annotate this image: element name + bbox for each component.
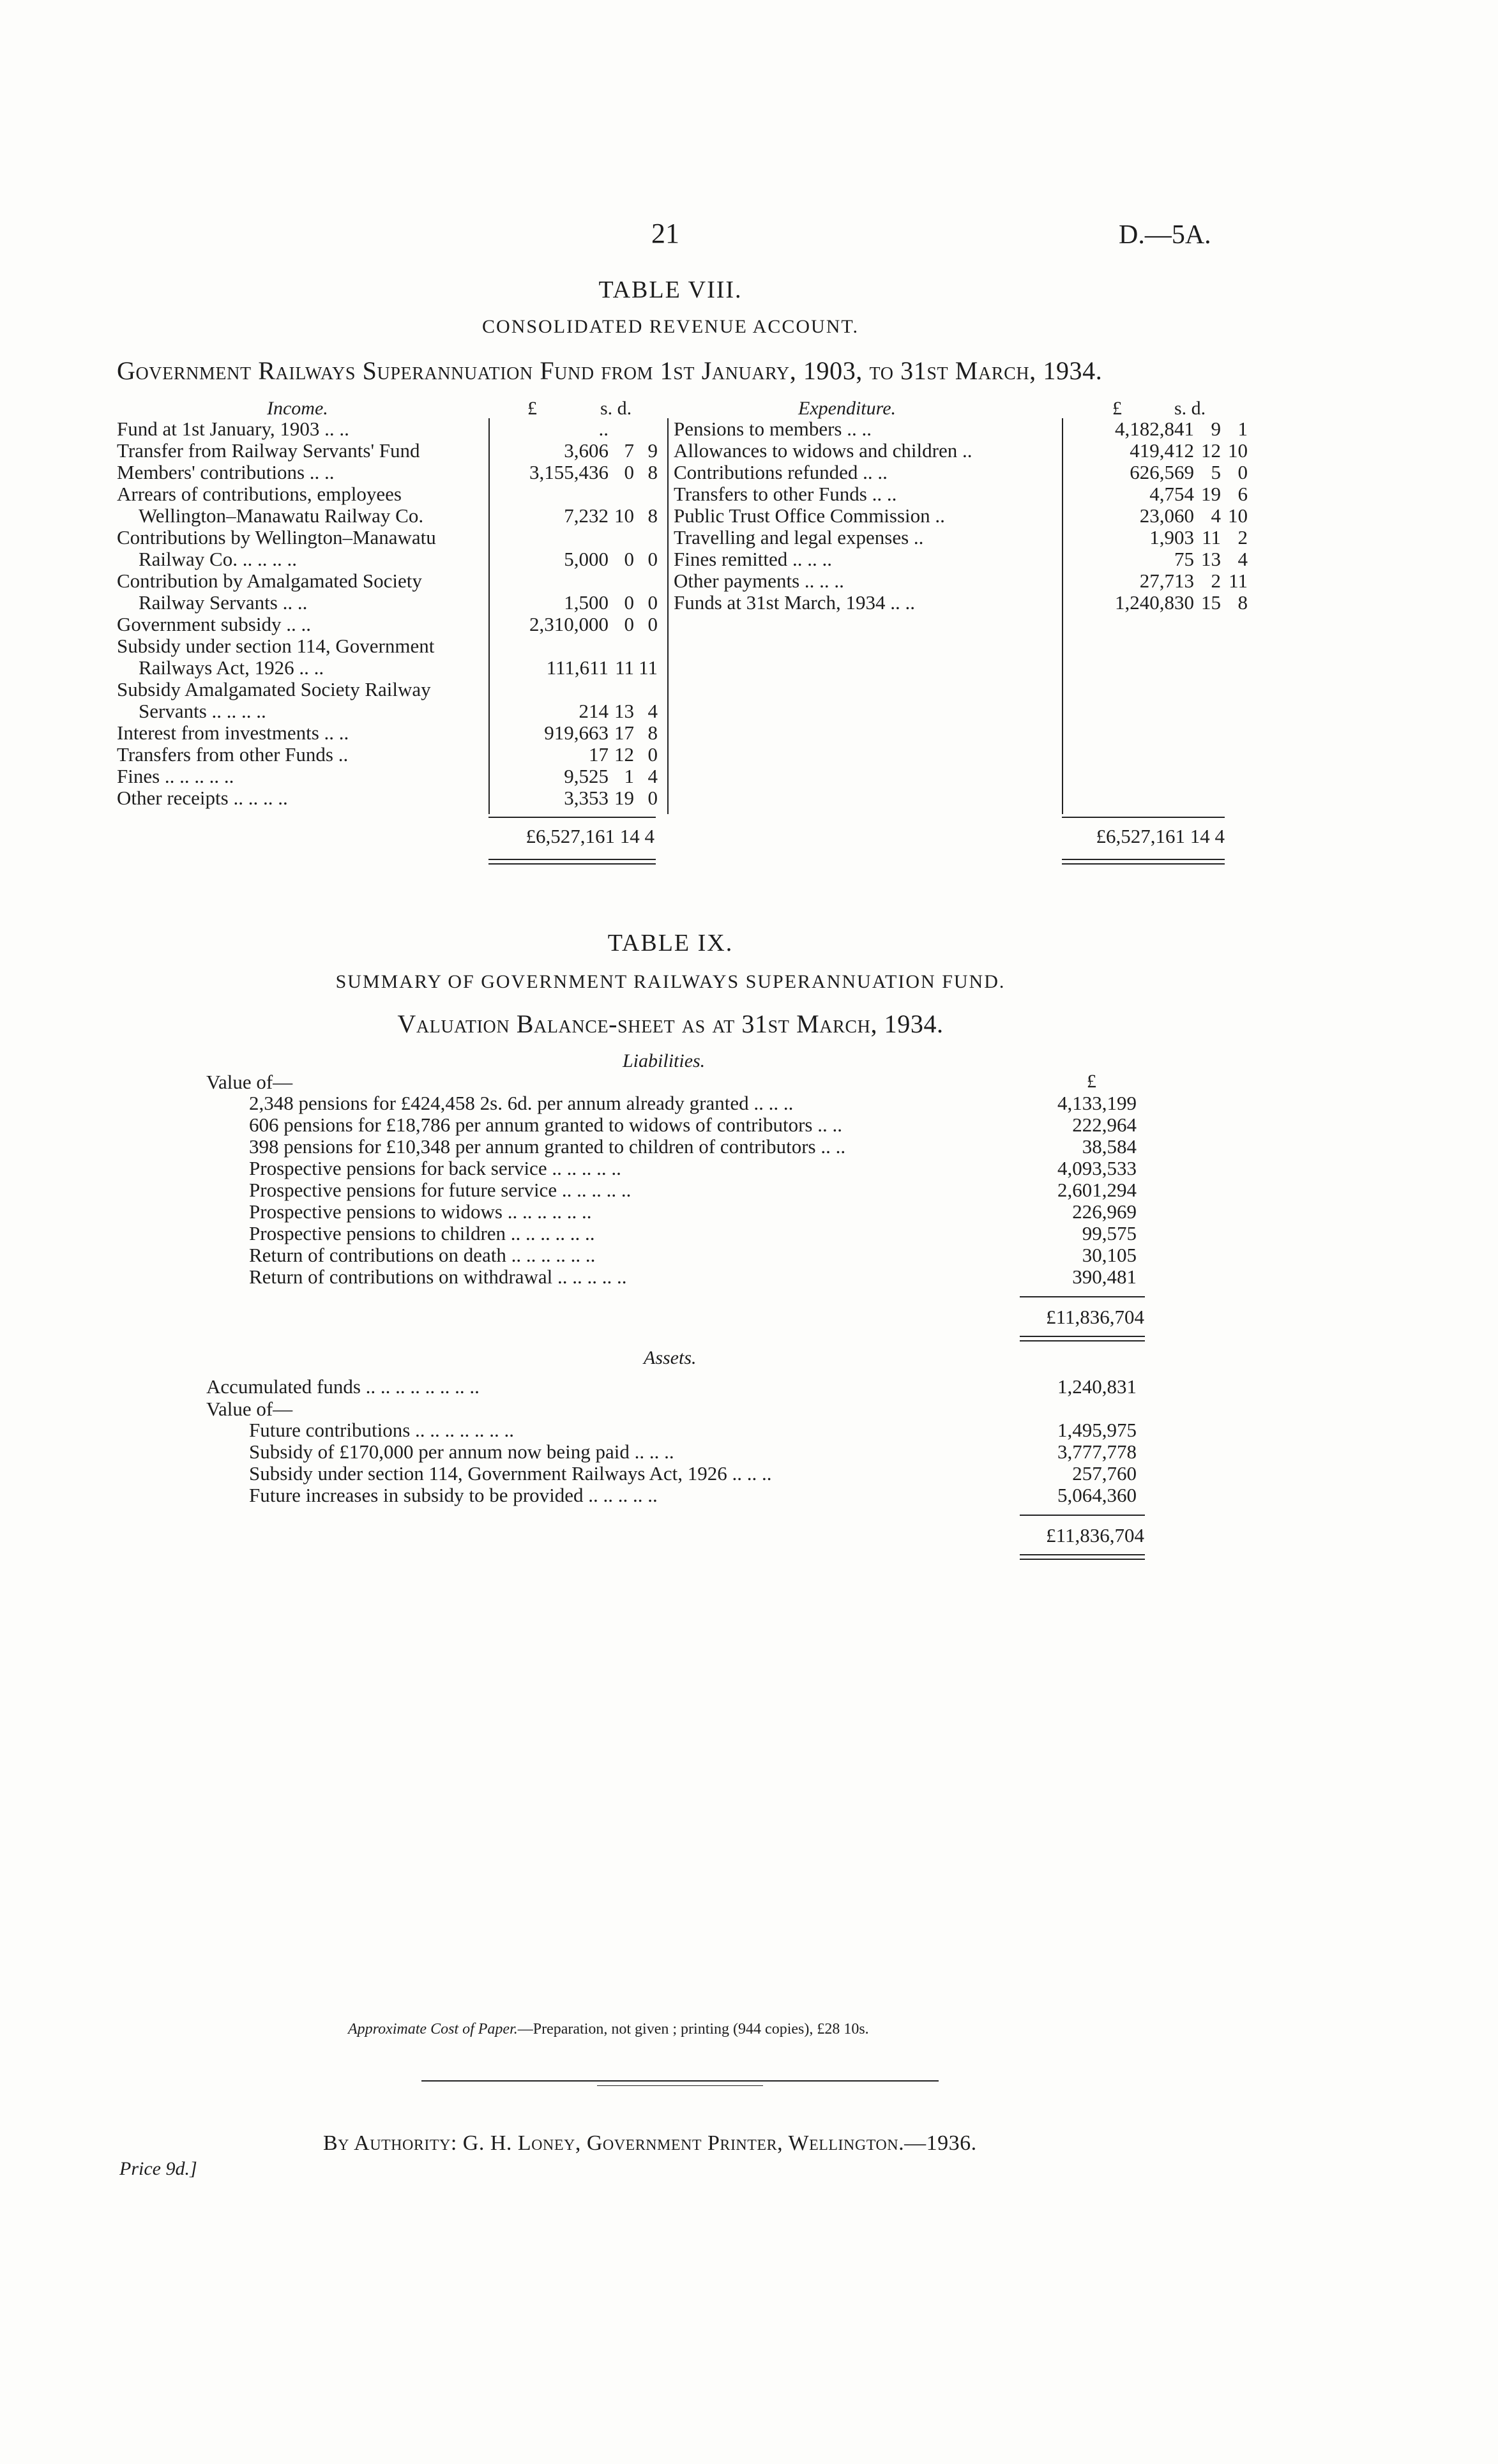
asset-row: Future contributions .. .. .. .. .. .. .. 1,495,975	[249, 1419, 1137, 1441]
expenditure-row: Travelling and legal expenses .. 1,903 11 2	[674, 526, 1248, 548]
expenditure-total: £6,527,161 14 4	[1096, 825, 1225, 847]
liability-row: Return of contributions on withdrawal .. .. .. .. .. 390,481	[249, 1266, 1137, 1288]
expenditure-label: Expenditure.	[798, 398, 897, 419]
liability-row: Prospective pensions for future service .. .. .. .. .. 2,601,294	[249, 1179, 1137, 1201]
income-sd-header: s. d.	[600, 398, 632, 419]
income-expenditure-divider	[667, 418, 669, 814]
income-row: Railways Act, 1926 .. .. 111,611 11 11	[139, 656, 658, 679]
expenditure-row: Transfers to other Funds .. .. 4,754 19 6	[674, 483, 1248, 505]
liability-row: Prospective pensions to children .. .. .. .. .. .. 99,575	[249, 1222, 1137, 1244]
liability-row: 606 pensions for £18,786 per annum granted to widows of contributors .. .. 222,964	[249, 1114, 1137, 1136]
income-row: Other receipts .. .. .. .. 3,353 19 0	[117, 787, 658, 809]
liability-row: Prospective pensions to widows .. .. .. .. .. .. 226,969	[249, 1200, 1137, 1223]
price-label: Price 9d.]	[119, 2158, 197, 2179]
income-row: Fund at 1st January, 1903 .. .. ..	[117, 418, 609, 440]
income-total: £6,527,161 14 4	[526, 825, 654, 847]
income-row: Fines .. .. .. .. .. 9,525 1 4	[117, 765, 658, 787]
liabilities-total-rule	[1020, 1296, 1145, 1297]
asset-row: Future increases in subsidy to be provided .. .. .. .. .. 5,064,360	[249, 1484, 1137, 1506]
assets-total-double-rule-2	[1020, 1559, 1145, 1560]
expenditure-row: Public Trust Office Commission .. 23,060 4 10	[674, 504, 1248, 527]
income-row: Members' contributions .. .. 3,155,436 0 8	[117, 461, 658, 483]
liabilities-total-double-rule-2	[1020, 1340, 1145, 1342]
income-row: Railway Co. .. .. .. .. 5,000 0 0	[139, 548, 658, 570]
income-row: Subsidy under section 114, Government	[117, 635, 435, 657]
liabilities-label: Liabilities.	[623, 1050, 706, 1071]
income-row: Government subsidy .. .. 2,310,000 0 0	[117, 613, 658, 635]
assets-total-double-rule	[1020, 1554, 1145, 1555]
income-row: Contributions by Wellington–Manawatu	[117, 526, 436, 548]
table-ix-subtitle: SUMMARY OF GOVERNMENT RAILWAYS SUPERANNUATION FUND.	[335, 971, 1006, 992]
expenditure-row: Pensions to members .. .. 4,182,841 9 1	[674, 418, 1248, 440]
income-row: Transfer from Railway Servants' Fund 3,606 7 9	[117, 439, 658, 462]
income-row: Servants .. .. .. .. 214 13 4	[139, 700, 658, 722]
income-row: Wellington–Manawatu Railway Co. 7,232 10 8	[139, 504, 658, 527]
income-pounds-header: £	[527, 398, 537, 419]
cost-of-paper-note	[348, 2021, 869, 2038]
income-label: Income.	[267, 398, 328, 419]
liability-row: Return of contributions on death .. .. .. .. .. .. 30,105	[249, 1244, 1137, 1266]
table-ix-title: TABLE IX.	[607, 930, 734, 956]
cost-of-paper-label: Approximate Cost of Paper.	[348, 2021, 518, 2037]
document-reference: D.—5A.	[1119, 220, 1211, 250]
expenditure-total-double-rule	[1062, 859, 1225, 860]
assets-total: £11,836,704	[1046, 1524, 1144, 1546]
value-of-label: Value of—	[206, 1071, 293, 1093]
cost-of-paper-text: —Preparation, not given ; printing (944 copies), £28 10s.	[517, 2021, 869, 2037]
income-total-double-rule-2	[488, 863, 656, 865]
expenditure-row: Funds at 31st March, 1934 .. .. 1,240,830 15 8	[674, 591, 1248, 614]
income-row: Subsidy Amalgamated Society Railway	[117, 678, 431, 700]
liability-row: 398 pensions for £10,348 per annum granted to children of contributors .. .. 38,584	[249, 1135, 1137, 1158]
liabilities-total-double-rule	[1020, 1336, 1145, 1337]
assets-value-of-label: Value of—	[206, 1398, 293, 1420]
expenditure-row: Other payments .. .. .. 27,713 2 11	[674, 570, 1248, 592]
expenditure-sd-header: s. d.	[1174, 398, 1206, 419]
table-ix-heading: Valuation Balance-sheet as at 31st March, 1934.	[397, 1009, 944, 1038]
expenditure-row: Allowances to widows and children .. 419,412 12 10	[674, 439, 1248, 462]
income-row: Transfers from other Funds .. 17 12 0	[117, 743, 658, 766]
liabilities-pounds-header: £	[1087, 1071, 1096, 1092]
table-viii-heading: Government Railways Superannuation Fund from 1st January, 1903, to 31st March, 1934.	[117, 356, 1103, 385]
expenditure-total-double-rule-2	[1062, 863, 1225, 865]
assets-label: Assets.	[644, 1347, 697, 1368]
income-row: Arrears of contributions, employees	[117, 483, 402, 505]
assets-total-rule	[1020, 1515, 1145, 1516]
expenditure-row: Fines remitted .. .. .. 75 13 4	[674, 548, 1248, 570]
liability-row: Prospective pensions for back service .. .. .. .. .. 4,093,533	[249, 1157, 1137, 1179]
income-row: Interest from investments .. .. 919,663 17 8	[117, 722, 658, 744]
printer-authority: By Authority: G. H. Loney, Government Printer, Wellington.—1936.	[323, 2131, 977, 2155]
income-total-rule	[488, 817, 656, 818]
accumulated-funds-row: Accumulated funds .. .. .. .. .. .. .. .. 1,240,831	[206, 1375, 1137, 1398]
income-row: Railway Servants .. .. 1,500 0 0	[139, 591, 658, 614]
liability-row: 2,348 pensions for £424,458 2s. 6d. per annum already granted .. .. .. 4,133,199	[249, 1092, 1137, 1114]
expenditure-total-rule	[1062, 817, 1225, 818]
table-viii-subtitle: CONSOLIDATED REVENUE ACCOUNT.	[482, 316, 859, 337]
table-viii-title: TABLE VIII.	[598, 276, 743, 303]
footer-rule-short	[597, 2085, 763, 2086]
liabilities-total: £11,836,704	[1046, 1306, 1144, 1328]
income-row: Contribution by Amalgamated Society	[117, 570, 422, 592]
footer-rule	[421, 2080, 939, 2082]
expenditure-row: Contributions refunded .. .. 626,569 5 0	[674, 461, 1248, 483]
asset-row: Subsidy under section 114, Government Railways Act, 1926 .. .. .. 257,760	[249, 1462, 1137, 1485]
income-total-double-rule	[488, 859, 656, 860]
expenditure-pounds-header: £	[1112, 398, 1122, 419]
asset-row: Subsidy of £170,000 per annum now being paid .. .. .. 3,777,778	[249, 1440, 1137, 1463]
page-number: 21	[651, 218, 679, 249]
